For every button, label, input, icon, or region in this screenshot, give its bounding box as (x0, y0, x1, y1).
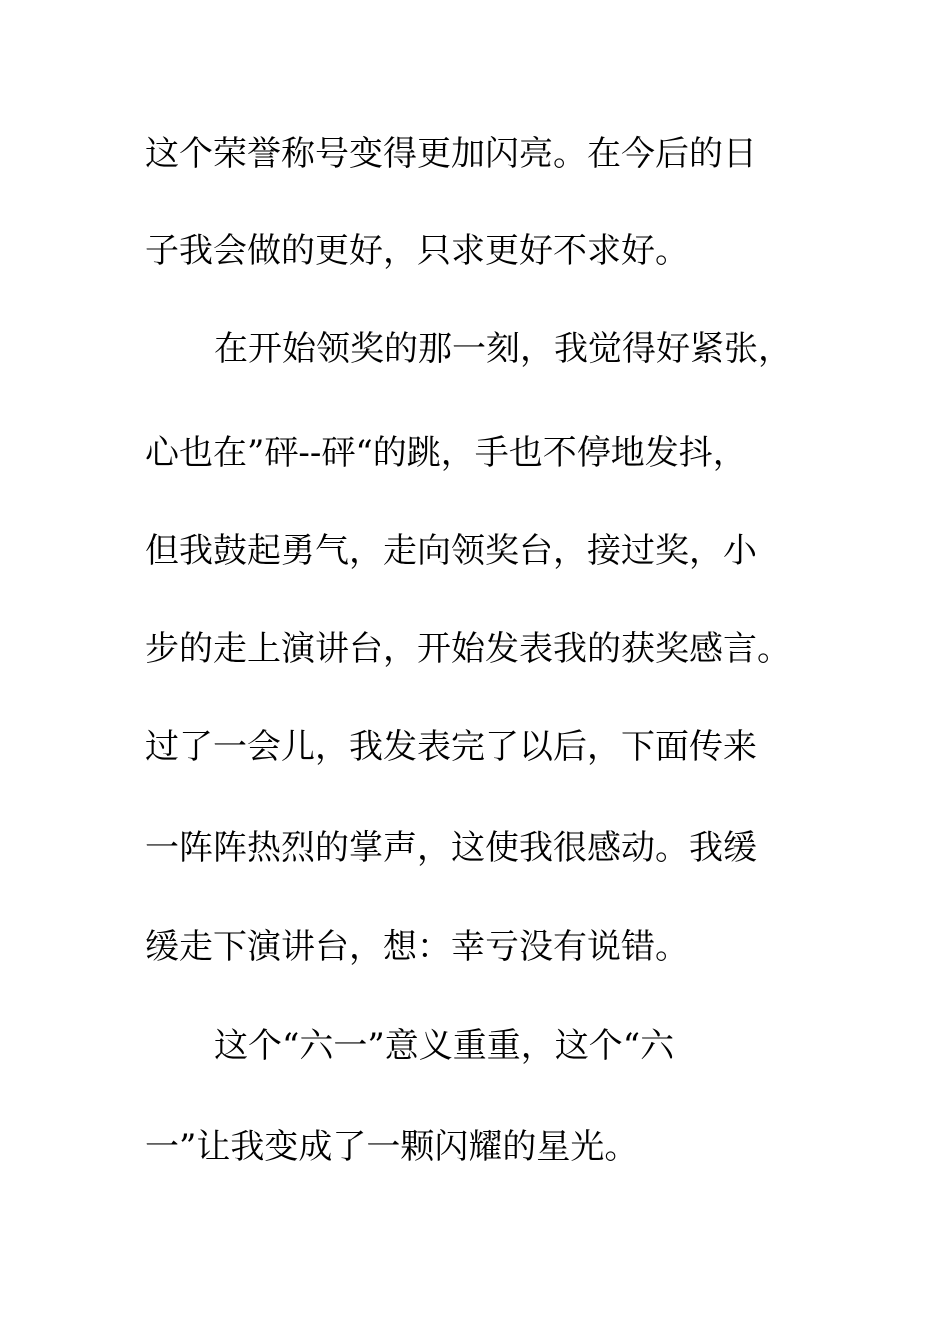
text-line: 过了一会儿，我发表完了以后，下面传来 (145, 727, 757, 767)
text-line: 这个荣誉称号变得更加闪亮。在今后的日 (145, 134, 757, 174)
paragraph-start-line: 这个“六一”意义重重，这个“六 (214, 1026, 675, 1066)
text-line: 一阵阵热烈的掌声，这使我很感动。我缓 (145, 828, 757, 868)
text-line: 心也在”砰--砰“的跳，手也不停地发抖， (145, 433, 747, 473)
text-line: 步的走上演讲台，开始发表我的获奖感言。 (145, 629, 791, 669)
text-line: 一”让我变成了一颗闪耀的星光。 (145, 1127, 639, 1167)
paragraph-start-line: 在开始领奖的那一刻，我觉得好紧张， (214, 329, 792, 369)
text-line: 缓走下演讲台，想：幸亏没有说错。 (145, 927, 689, 967)
text-line: 子我会做的更好，只求更好不求好。 (145, 231, 689, 271)
text-line: 但我鼓起勇气，走向领奖台，接过奖，小 (145, 531, 757, 571)
